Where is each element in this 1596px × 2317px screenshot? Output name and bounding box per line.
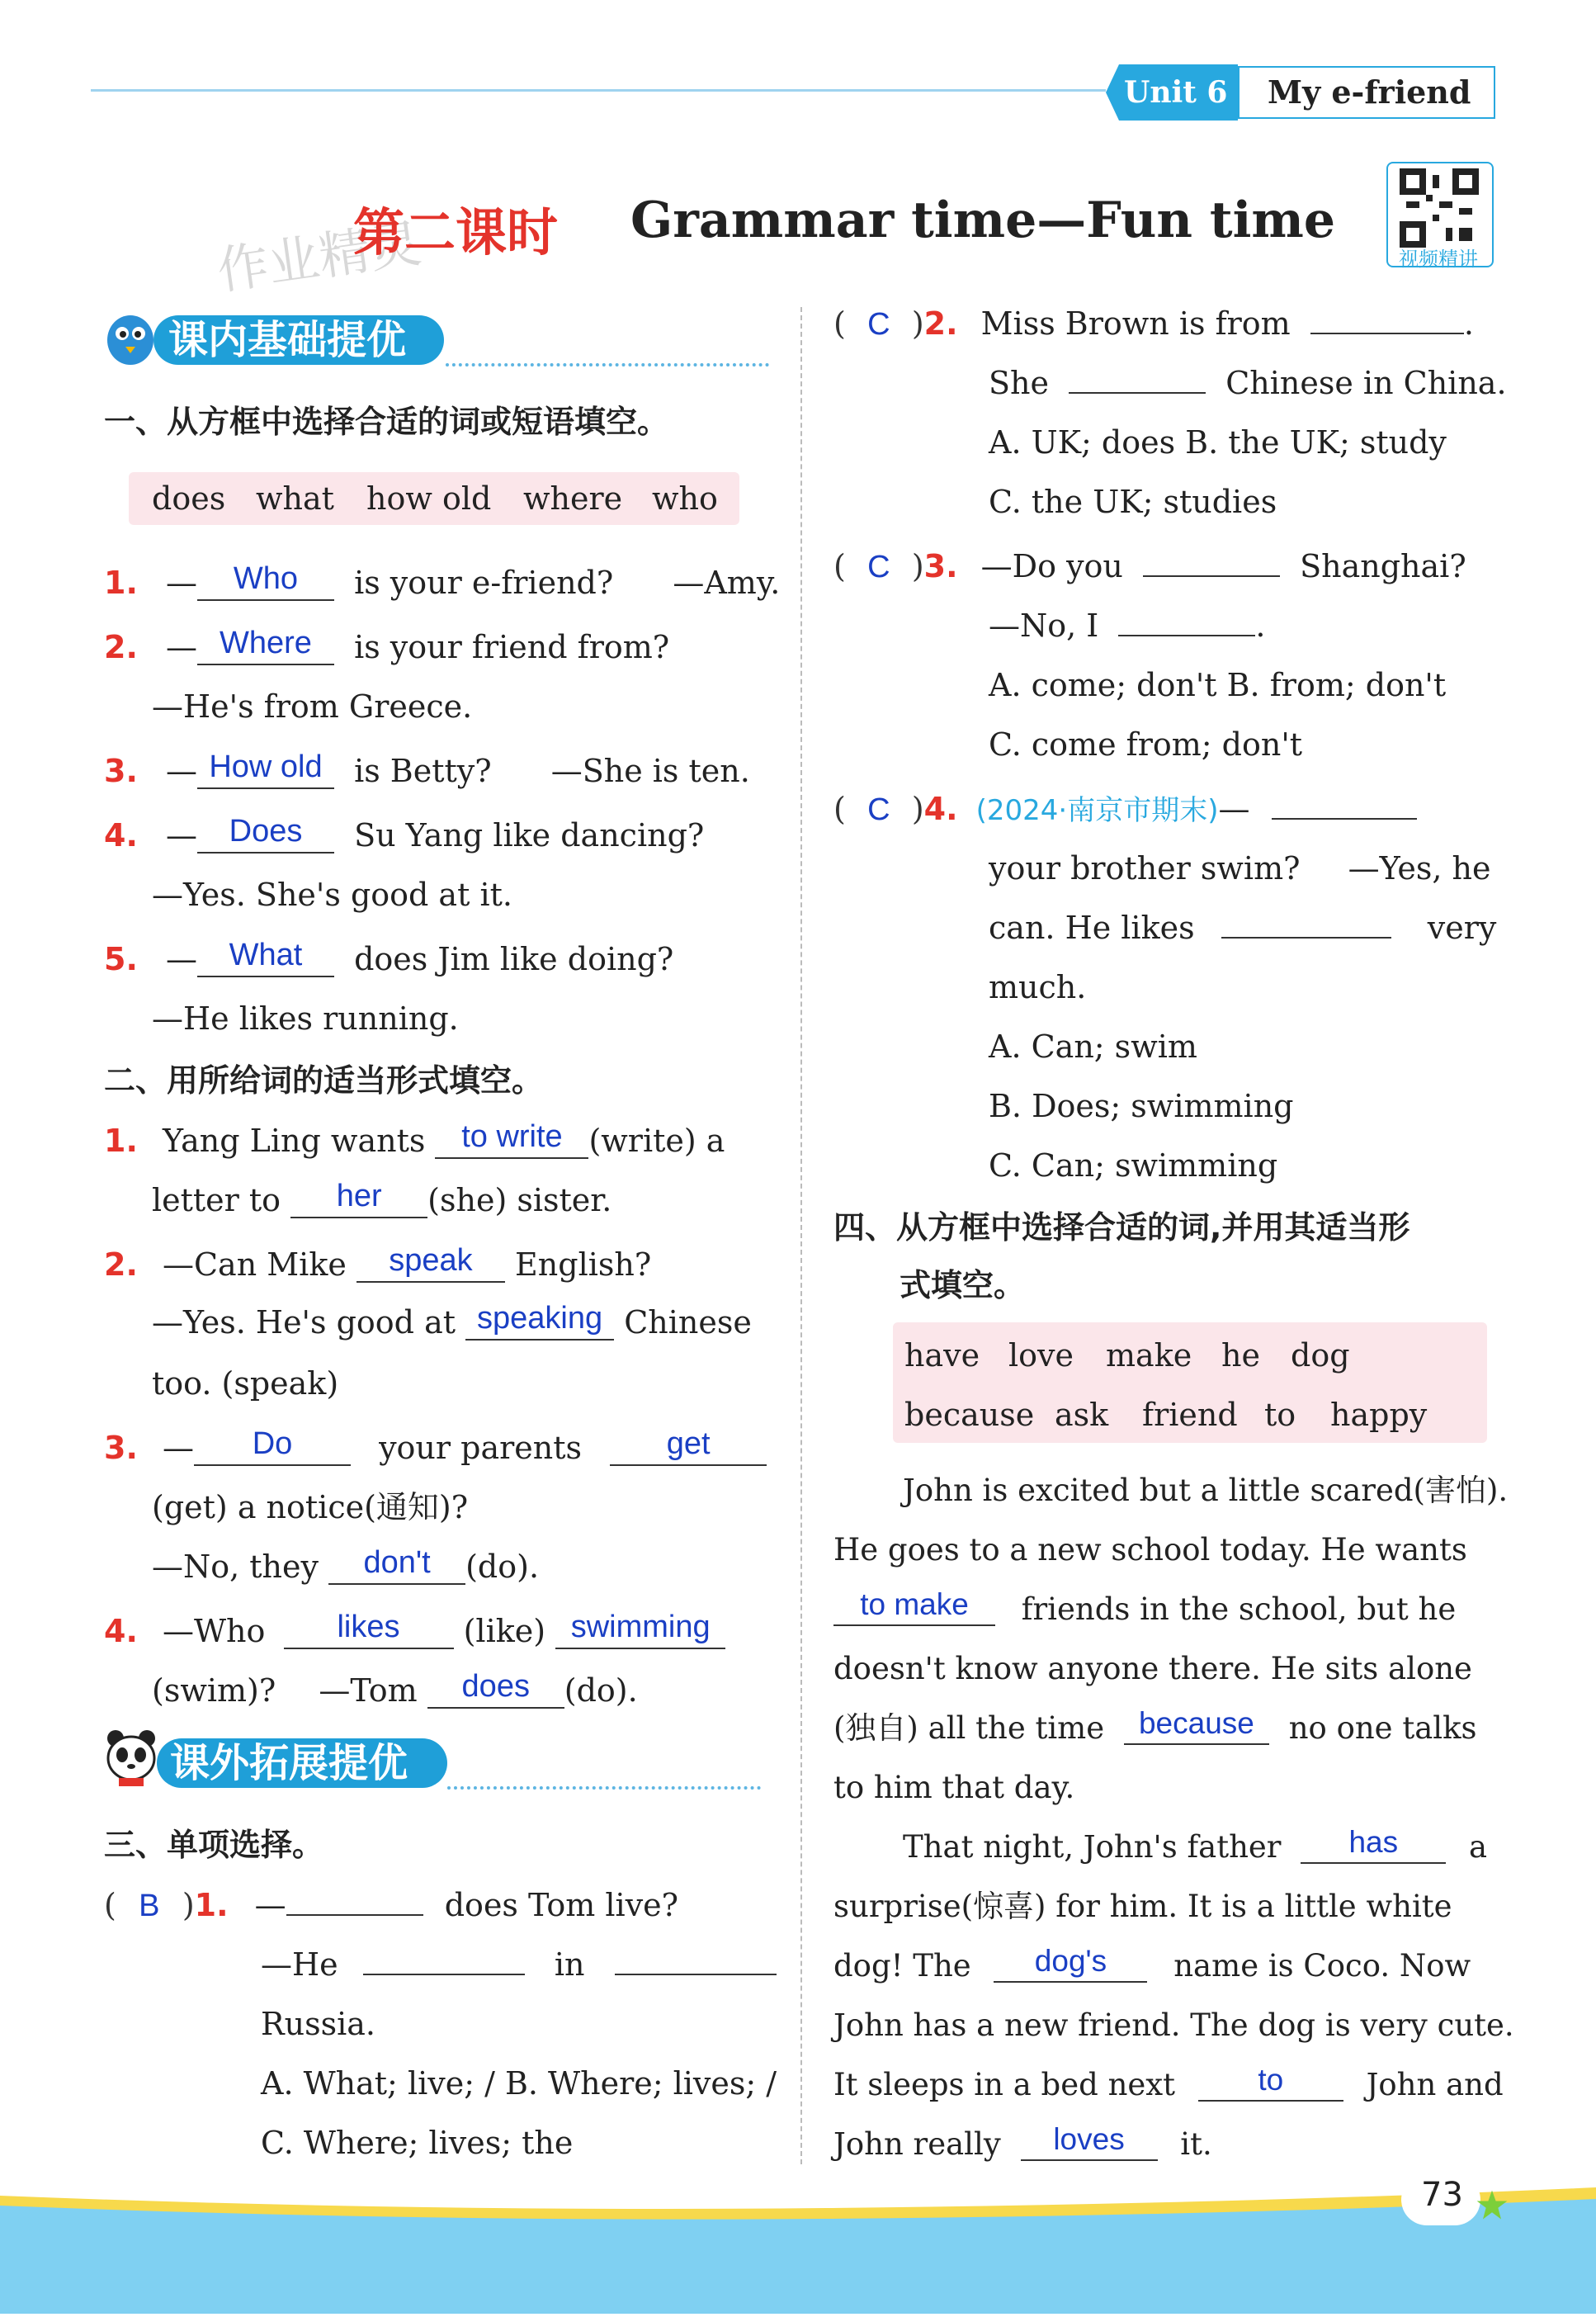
s1-q4 xyxy=(104,806,704,865)
answer: Does xyxy=(229,814,303,849)
passage-text: That night, John's father xyxy=(903,1829,1282,1865)
s1-q5-reply: —He likes running. xyxy=(152,1000,459,1037)
word-box-item: love xyxy=(1008,1337,1074,1374)
dash: — xyxy=(165,941,197,977)
question-text: is Betty? xyxy=(354,753,492,789)
answer-paren-close: ) xyxy=(911,791,924,827)
s3-q4-line1 xyxy=(833,779,1417,840)
s2-q1-line1 xyxy=(104,1111,725,1170)
dash: — xyxy=(1218,791,1250,827)
word-box-item: who xyxy=(652,480,718,517)
passage-line xyxy=(833,1936,1471,1996)
passage-line: to him that day. xyxy=(833,1770,1075,1805)
answer: dog's xyxy=(1034,1944,1107,1978)
answer-blank[interactable] xyxy=(290,1179,427,1218)
answer: has xyxy=(1348,1825,1399,1859)
word-box-item: what xyxy=(256,480,334,517)
mascot-bird-icon xyxy=(104,307,157,366)
question-text: —Who xyxy=(162,1613,266,1649)
star-icon xyxy=(1474,2187,1510,2227)
answer: speaking xyxy=(477,1301,603,1336)
question-text: She xyxy=(989,365,1049,401)
question-text: (write) a xyxy=(588,1123,725,1159)
question-text: Yang Ling wants xyxy=(162,1123,426,1159)
dash: — xyxy=(165,565,197,601)
answer-paren-close: ) xyxy=(911,305,924,342)
choice-answer[interactable]: C xyxy=(867,550,890,584)
passage-line: doesn't know anyone there. He sits alone xyxy=(833,1651,1472,1686)
answer-blank[interactable] xyxy=(357,1243,505,1283)
s1-q4-reply: —Yes. She's good at it. xyxy=(152,877,512,913)
s3-q2-line1 xyxy=(833,294,1474,354)
word-box-item: does xyxy=(152,480,226,517)
watermark: 作业精灵 xyxy=(213,213,425,301)
word-box-item: to xyxy=(1264,1397,1296,1433)
answer-blank[interactable] xyxy=(1021,2122,1158,2161)
topic-title: Grammar time—Fun time xyxy=(630,192,1336,249)
question-text: very xyxy=(1427,910,1497,946)
s1-q1 xyxy=(104,553,780,612)
question-text: does Jim like doing? xyxy=(354,941,674,977)
s2-q2-line1 xyxy=(104,1235,651,1294)
section1-heading: 一、从方框中选择合适的词或短语填空。 xyxy=(104,404,669,440)
choice-answer[interactable]: B xyxy=(139,1889,160,1923)
passage-line: He goes to a new school today. He wants xyxy=(833,1532,1467,1568)
answer-blank[interactable] xyxy=(1069,392,1206,394)
qr-icon xyxy=(1400,168,1479,248)
dash: — xyxy=(165,817,197,854)
answer: What xyxy=(229,938,303,972)
passage-line: John has a new friend. The dog is very cute. xyxy=(833,2007,1514,2043)
banner-basic-label: 课内基础提优 xyxy=(168,317,407,363)
passage-text: John and xyxy=(1366,2067,1504,2102)
s2-q4-line2 xyxy=(152,1661,638,1720)
s3-q4-line2 xyxy=(989,839,1491,898)
s2-q3-line3 xyxy=(152,1537,539,1596)
answer-paren-open: ( xyxy=(833,305,846,342)
answer: loves xyxy=(1053,2122,1125,2156)
answer-paren-open: ( xyxy=(833,548,846,584)
passage-line xyxy=(833,1580,1456,1639)
answer-paren-close: ) xyxy=(911,548,924,584)
answer-paren-open: ( xyxy=(833,791,846,827)
dash: — xyxy=(165,753,197,789)
answer-blank[interactable] xyxy=(197,626,334,665)
question-text: (swim)? xyxy=(152,1672,276,1709)
answer-blank[interactable] xyxy=(615,1974,777,1975)
passage-text: a xyxy=(1469,1829,1488,1865)
question-text: Miss Brown is from xyxy=(980,305,1291,342)
word-box-item: ask xyxy=(1055,1397,1109,1433)
s1-q2 xyxy=(104,617,669,677)
s3-q3-option-ab: A. come; don't B. from; don't xyxy=(989,667,1447,703)
s3-q1-line3: Russia. xyxy=(261,2006,375,2042)
reply-text: —She is ten. xyxy=(550,753,750,789)
s3-q3-line2 xyxy=(989,596,1265,655)
question-text: —Tom xyxy=(319,1672,418,1709)
answer: get xyxy=(666,1426,711,1461)
question-text: —No, they xyxy=(152,1549,319,1585)
word-box-item: dog xyxy=(1291,1337,1350,1374)
reply-text: —Amy. xyxy=(673,565,781,601)
passage-text: it. xyxy=(1180,2126,1212,2162)
passage-line: surprise(惊喜) for him. It is a little white xyxy=(833,1889,1452,1924)
passage-line xyxy=(903,1818,1487,1877)
lesson-title: 第二课时 xyxy=(353,202,559,262)
question-number: 4. xyxy=(104,1613,138,1649)
question-text: your parents xyxy=(379,1430,583,1466)
unit-title: My e-friend xyxy=(1268,73,1471,111)
answer-blank[interactable] xyxy=(1198,2063,1343,2102)
answer: to write xyxy=(461,1119,563,1154)
passage-line: John is excited but a little scared(害怕). xyxy=(903,1473,1509,1508)
s3-q2-line2 xyxy=(989,353,1507,413)
question-text: in xyxy=(554,1946,585,1983)
s2-q2-line3: too. (speak) xyxy=(152,1365,339,1402)
s3-q1-option-c: C. Where; lives; the xyxy=(261,2125,574,2161)
column-divider xyxy=(800,307,802,2164)
s2-q1-line2 xyxy=(152,1170,611,1230)
word-box-item: happy xyxy=(1330,1397,1428,1433)
word-box-item: because xyxy=(904,1397,1035,1433)
s3-q4-option-b: B. Does; swimming xyxy=(989,1088,1294,1124)
s1-q5 xyxy=(104,929,673,989)
question-number: 3. xyxy=(923,548,958,584)
answer-blank[interactable] xyxy=(833,1587,995,1626)
question-text: does Tom live? xyxy=(444,1887,679,1923)
answer: to make xyxy=(860,1587,969,1621)
answer-blank[interactable] xyxy=(1118,635,1255,636)
passage-text: It sleeps in a bed next xyxy=(833,2067,1176,2102)
answer: does xyxy=(461,1669,530,1704)
answer-blank[interactable] xyxy=(197,938,334,977)
header-rule xyxy=(91,89,1106,92)
word-box-item: have xyxy=(904,1337,980,1374)
passage-text: friends in the school, but he xyxy=(1021,1591,1457,1627)
answer-blank[interactable] xyxy=(1310,333,1464,334)
answer: don't xyxy=(363,1545,431,1580)
word-box-item: make xyxy=(1106,1337,1192,1374)
answer-blank[interactable] xyxy=(194,1426,351,1466)
page-number: 73 xyxy=(1421,2176,1463,2214)
question-number: 1. xyxy=(104,1123,138,1159)
question-text: is your friend from? xyxy=(354,629,670,665)
choice-answer[interactable]: C xyxy=(867,792,890,827)
passage-line xyxy=(833,2055,1504,2115)
question-text: —Yes. He's good at xyxy=(152,1304,456,1341)
s3-q4-line4: much. xyxy=(989,969,1087,1005)
qr-label: 视频精讲 xyxy=(1399,248,1478,271)
s3-q2-option-c: C. the UK; studies xyxy=(989,484,1277,520)
s3-q3-line1 xyxy=(833,537,1466,597)
s3-q4-option-a: A. Can; swim xyxy=(989,1028,1197,1065)
answer-blank[interactable] xyxy=(994,1944,1147,1983)
answer-blank[interactable] xyxy=(286,1914,423,1916)
question-number: 1. xyxy=(104,565,138,601)
passage-text: (独自) all the time xyxy=(833,1710,1105,1746)
passage-line xyxy=(833,1699,1477,1758)
question-number: 5. xyxy=(104,941,138,977)
answer-blank[interactable] xyxy=(610,1426,767,1466)
question-number: 2. xyxy=(104,629,138,665)
answer-blank[interactable] xyxy=(465,1301,614,1341)
question-text: your brother swim? xyxy=(989,850,1301,887)
answer: to xyxy=(1258,2063,1284,2097)
question-text: (do). xyxy=(564,1672,638,1709)
answer-blank[interactable] xyxy=(363,1974,525,1975)
question-text: can. He likes xyxy=(989,910,1195,946)
answer-blank[interactable] xyxy=(555,1610,725,1649)
word-box-item: where xyxy=(523,480,623,517)
answer-blank[interactable] xyxy=(284,1610,454,1649)
section4-heading-cont: 式填空。 xyxy=(900,1267,1026,1303)
question-source: (2024·南京市期末) xyxy=(975,794,1219,827)
question-text: . xyxy=(1463,305,1474,342)
question-text: (like) xyxy=(463,1613,546,1649)
answer: How old xyxy=(209,749,323,784)
answer-paren-close: ) xyxy=(182,1887,195,1923)
question-text: English? xyxy=(515,1246,652,1283)
answer-blank[interactable] xyxy=(328,1545,465,1585)
s3-q4-option-c: C. Can; swimming xyxy=(989,1147,1278,1184)
answer-blank[interactable] xyxy=(435,1119,588,1159)
answer: Where xyxy=(220,626,312,660)
question-number: 3. xyxy=(104,753,138,789)
s1-q2-reply: —He's from Greece. xyxy=(152,688,473,725)
answer: because xyxy=(1138,1706,1254,1740)
s1-q3 xyxy=(104,741,750,801)
mascot-panda-icon xyxy=(104,1727,158,1788)
question-text: is your e-friend? xyxy=(354,565,614,601)
question-number: 4. xyxy=(923,791,958,827)
answer-blank[interactable] xyxy=(1143,575,1280,577)
question-text: Su Yang like dancing? xyxy=(354,817,705,854)
answer-blank[interactable] xyxy=(197,814,334,854)
reply-text: —Yes, he xyxy=(1348,850,1491,887)
question-text: —Can Mike xyxy=(162,1246,347,1283)
answer: her xyxy=(336,1179,382,1213)
question-text: —He xyxy=(261,1946,338,1983)
footer-wave xyxy=(0,2179,1596,2314)
s2-q4-line1 xyxy=(104,1601,725,1661)
question-number: 2. xyxy=(104,1246,138,1283)
word-box-item: he xyxy=(1221,1337,1260,1374)
passage-text: John really xyxy=(833,2126,1001,2162)
question-text: Chinese xyxy=(624,1304,752,1341)
question-number: 4. xyxy=(104,817,138,854)
s2-q3-line2: (get) a notice(通知)? xyxy=(152,1489,469,1525)
dash: — xyxy=(254,1887,286,1923)
question-text: (do). xyxy=(465,1549,540,1585)
answer: likes xyxy=(337,1610,400,1644)
s3-q2-option-ab: A. UK; does B. the UK; study xyxy=(989,424,1447,461)
answer: Who xyxy=(233,561,299,596)
passage-text: no one talks xyxy=(1288,1710,1477,1746)
qr-code[interactable] xyxy=(1386,162,1494,271)
s3-q1-line1 xyxy=(104,1875,678,1936)
answer-blank[interactable] xyxy=(197,561,334,601)
question-text: Chinese in China. xyxy=(1225,365,1507,401)
choice-answer[interactable]: C xyxy=(867,307,890,342)
word-box-item: how old xyxy=(366,480,492,517)
section4-heading: 四、从方框中选择合适的词,并用其适当形 xyxy=(833,1209,1410,1246)
s3-q4-line3 xyxy=(989,898,1496,958)
answer: speak xyxy=(389,1243,473,1278)
unit-label: Unit 6 xyxy=(1124,75,1228,110)
answer-blank[interactable] xyxy=(427,1669,564,1709)
answer: Do xyxy=(252,1426,293,1461)
answer-blank[interactable] xyxy=(1221,937,1391,939)
section2-heading: 二、用所给词的适当形式填空。 xyxy=(104,1062,544,1099)
question-text: (she) sister. xyxy=(427,1182,612,1218)
question-text: . xyxy=(1255,608,1266,644)
answer-blank[interactable] xyxy=(197,749,334,789)
question-number: 2. xyxy=(923,305,958,342)
passage-text: name is Coco. Now xyxy=(1173,1948,1471,1984)
passage-text: dog! The xyxy=(833,1948,971,1984)
s3-q3-option-c: C. come from; don't xyxy=(989,726,1303,763)
answer-blank[interactable] xyxy=(1272,818,1417,820)
question-text: —No, I xyxy=(989,608,1099,644)
word-box-item: friend xyxy=(1142,1397,1238,1433)
dash: — xyxy=(165,629,197,665)
banner-extended-dots xyxy=(447,1786,761,1790)
question-number: 1. xyxy=(194,1887,229,1923)
question-number: 3. xyxy=(104,1430,138,1466)
s2-q3-line1 xyxy=(104,1418,767,1478)
banner-extended-label: 课外拓展提优 xyxy=(170,1740,408,1786)
question-text: —Do you xyxy=(980,548,1123,584)
question-text: letter to xyxy=(152,1182,281,1218)
dash: — xyxy=(162,1430,194,1466)
s3-q1-option-ab: A. What; live; / B. Where; lives; / xyxy=(261,2065,777,2102)
answer-blank[interactable] xyxy=(1301,1825,1446,1864)
section3-heading: 三、单项选择。 xyxy=(104,1827,324,1863)
passage-line xyxy=(833,2115,1212,2174)
answer-blank[interactable] xyxy=(1124,1706,1269,1745)
banner-basic-dots xyxy=(446,363,769,366)
question-text: Shanghai? xyxy=(1300,548,1466,584)
answer: swimming xyxy=(570,1610,711,1644)
s2-q2-line2 xyxy=(152,1293,752,1352)
answer-paren-open: ( xyxy=(104,1887,116,1923)
s3-q1-line2 xyxy=(261,1935,777,1994)
